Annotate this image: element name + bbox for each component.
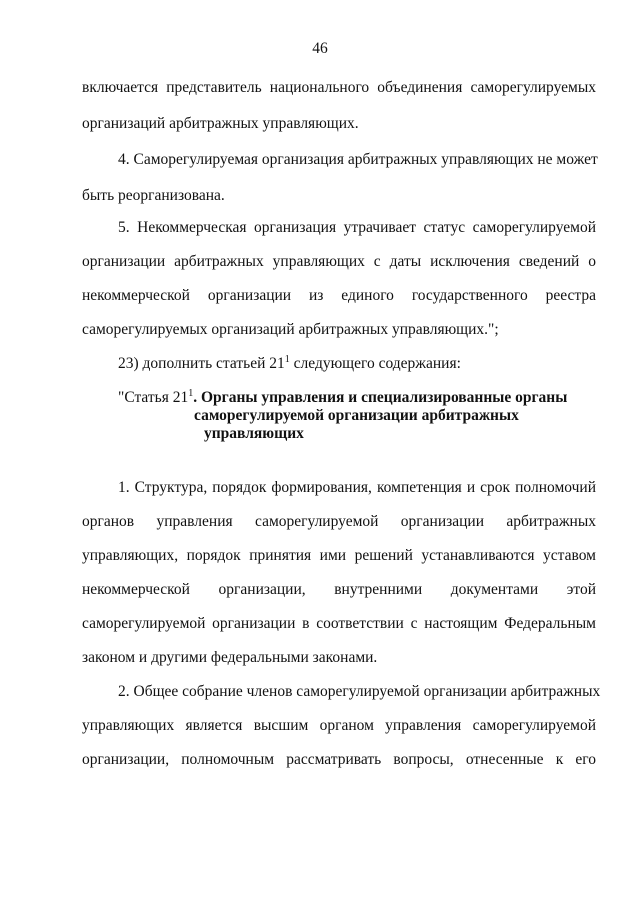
text-line: управляющих, порядок принятия ими решений устанавливаются уставом (82, 547, 596, 564)
text-line: включается представитель национального объединения саморегулируемых (82, 79, 596, 96)
page-number: 46 (312, 40, 328, 57)
text-line: быть реорганизована. (82, 187, 225, 204)
text-line: организации арбитражных управляющих с даты исключения сведений о (82, 253, 596, 270)
article-heading-line: управляющих (204, 425, 304, 442)
paragraph-5-line: 5. Некоммерческая организация утрачивает статус саморегулируемой (118, 219, 596, 236)
text-line: организации, полномочным рассматривать вопросы, отнесенные к его (82, 751, 596, 768)
article-heading: "Статья $21^1$. Органы управления и специализированные органы (118, 388, 568, 406)
article-heading-line: саморегулируемой организации арбитражных (194, 407, 519, 424)
text-line: органов управления саморегулируемой организации арбитражных (82, 513, 596, 530)
text-line: управляющих является высшим органом управления саморегулируемой (82, 717, 596, 734)
article-part-1-line: 1. Структура, порядок формирования, компетенция и срок полномочий (118, 479, 596, 496)
text-line: законом и другими федеральными законами. (82, 649, 378, 666)
paragraph-4-line: 4. Саморегулируемая организация арбитражных управляющих не может (118, 151, 598, 168)
text-line: саморегулируемых организаций арбитражных управляющих."; (82, 321, 499, 338)
text-line: некоммерческой организации из единого государственного реестра (82, 287, 596, 304)
text-line: некоммерческой организации, внутренними документами этой (82, 581, 596, 598)
text-line: саморегулируемой организации в соответствии с настоящим Федеральным (82, 615, 596, 632)
text-line: организаций арбитражных управляющих. (82, 115, 359, 132)
article-part-2-line: 2. Общее собрание членов саморегулируемой организации арбитражных (118, 683, 601, 700)
amendment-23-line: 23) дополнить статьей $21^1$ следующего содержания: (118, 354, 461, 372)
